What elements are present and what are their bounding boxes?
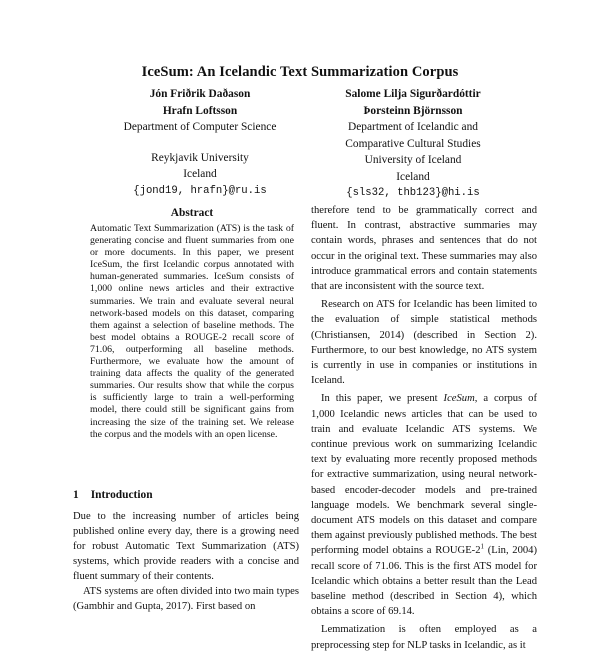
author-block-right [318,86,508,202]
section-number: 1 [73,489,79,501]
paragraph [311,391,537,619]
author-affiliation: Department of Icelandic and [348,121,478,133]
author-affiliation: Department of Computer Science [123,121,277,133]
author-email: {sls32, thb123}@hi.is [346,187,480,199]
author-university: Reykjavik University [151,151,249,164]
abstract-heading: Abstract [170,207,214,219]
author-email: {jond19, hrafn}@ru.is [133,184,267,197]
paragraph-text: (Lin, 2004) recall score of 71.06. This is the first ATS model for Icelandic which obtains a better result than the Lead baseline method (described in Section 4), which obtains a score of 69.14. [311,545,537,618]
abstract-text: Automatic Text Summarization (ATS) is the task of generating concise and fluent summaries from one or more documents. In this paper, we present IceSum, the first Icelandic corpus annotated with human-generated summaries. IceSum consists of 1,000 online news articles and their extractive summaries. We train and evaluate several neural network-based models on this dataset, comparing them against a selection of baseline methods. The best model obtains a ROUGE-2 recall score of 71.06, outperforming all baseline methods. Furthermore, we evaluate how the amount of training data affects the quality of the generated summaries. Our results show that while the corpus is sufficiently large to train a well-performing model, there could still be significant gains from increasing the size of the training set. We release the corpus and the models with an open license. [90,223,294,440]
paragraph: Research on ATS for Icelandic has been limited to the evaluation of simple statistical methods (Christiansen, 2014) (described in Section 2). Furthermore, to our best knowledge, no ATS system is currently in use in companies or institutions in Iceland. [311,299,537,387]
paragraph: therefore tend to be grammatically correct and fluent. In contrast, abstractive summaries may contain words, phrases and sentences that do not occur in the original text. These summaries may also introduce grammatical errors and contain statements that are inconsistent with the source text. [311,205,537,293]
author-affiliation: Comparative Cultural Studies [345,137,481,150]
author-country: Iceland [183,168,217,180]
author-name: Salome Lilja Sigurðardóttir [345,88,481,100]
paragraph-text: , a corpus of 1,000 Icelandic news articles that can be used to train and evaluate Icelandic ATS systems. We continue previous work on summarizing Icelandic text by evaluating more recently proposed methods for extractive summarization, using neural network-based encoder-decoder models and pre-trained language models. We benchmark several single-document ATS models on this dataset and compare them against previously published methods. The best performing model obtains a ROUGE-2 [311,393,537,557]
author-block-left [110,86,290,199]
paragraph: Due to the increasing number of articles being published online every day, there is a growing need for robust Automatic Text Summarization (ATS) systems, which provide readers with a concise and fluent summary of their contents. [73,511,299,582]
footnote-marker: 1 [480,542,485,551]
paper-title: IceSum: An Icelandic Text Summarization Corpus [141,64,459,80]
paragraph: Lemmatization is often employed as a preprocessing step for NLP tasks in Icelandic, as it [311,624,537,651]
corpus-name: IceSum [443,393,475,405]
author-country: Iceland [396,170,430,183]
author-name: Þorsteinn Björnsson [363,104,463,117]
author-name: Jón Friðrik Daðason [149,88,251,100]
section-heading [73,489,153,501]
author-university: University of Iceland [364,154,462,166]
section-title: Introduction [90,489,153,501]
intro-column [73,509,299,614]
paragraph: ATS systems are often divided into two main types (Gambhir and Gupta, 2017). First based on [73,586,299,612]
paragraph-text: In this paper, we present [321,393,444,405]
right-column [311,203,537,656]
author-name: Hrafn Loftsson [162,104,238,117]
